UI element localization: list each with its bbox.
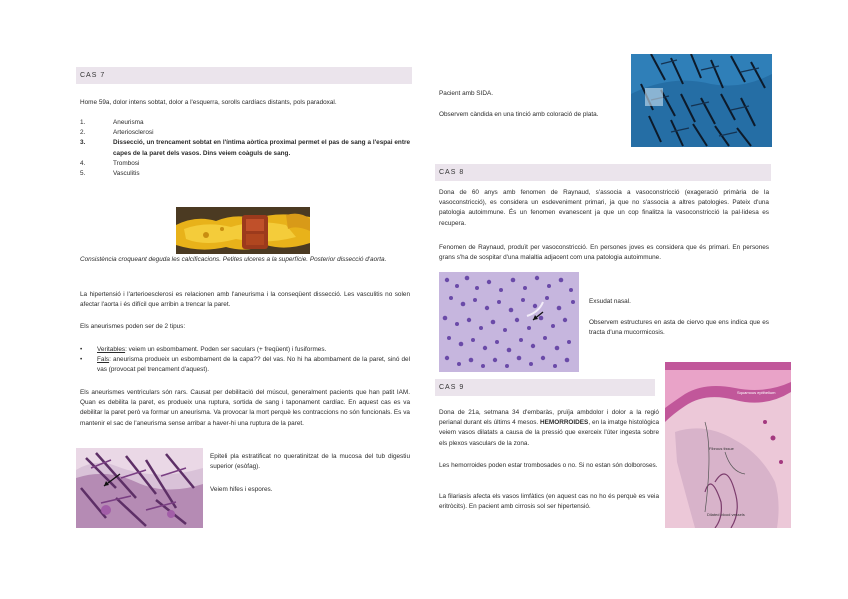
case-7-paragraph-2: Els aneurismes poden ser de 2 tipus:	[80, 323, 186, 330]
case-8-heading: CAS 8	[435, 164, 771, 181]
fibrous-tissue-label: Fibrous tissue	[709, 446, 734, 451]
case-7-option	[80, 128, 410, 138]
aneurysm-type-term: Veritables	[97, 346, 126, 353]
esophagus-description: Epiteli pla estratificat no queratinitzat de la mucosa del tub digestiu superior (esòfag).	[210, 453, 410, 471]
mucormycosis-text: Observem estructures en asta de ciervo que ens indica que es tracta d'una mucormicosis.	[589, 319, 769, 337]
aneurysm-type-description: : veiem un esbombament. Poden ser saculars (+ freqüent) i fusiformes.	[125, 346, 327, 353]
case-7-paragraph-3: Els aneurismes ventriculars són rars. Causat per debilitació del múscul, generalment pacients que han patit IAM. Quan es debilita la paret, es produeix una ruptura, sortida de sang i taponament cardíac. En aquest cas es va debilitar la paret però va formar un aneurisma. Va provocar la mort perquè les contraccions no són funcionals. Es va mantenir el sac de l'aneurisma sense arribar a haver-hi una ruptura de la paret.	[80, 389, 410, 427]
case-7-option	[80, 138, 410, 158]
dilated-vessels-label: Dilated blood vessels	[707, 512, 745, 517]
hyphae-description: Veiem hifes i espores.	[210, 486, 273, 493]
case-7-option	[80, 169, 410, 179]
option-number: 4.	[80, 159, 86, 167]
case-9-paragraph-2: Les hemorroides poden estar trombosades o no. Si no estan són dolboroses.	[439, 462, 658, 469]
aids-patient-text: Pacient amb SIDA.	[439, 90, 493, 97]
case-7-paragraph-1: La hipertensió i l'arterioesclerosi es relacionen amb l'aneurisma i la conseqüent dissecció. Les vasculitis no solen afectar l'aorta i és difícil que arribin a trencar la paret.	[80, 291, 410, 309]
option-text: Vasculitis	[113, 170, 140, 178]
aorta-dissection-photo	[176, 207, 310, 254]
case-7-option	[80, 118, 410, 128]
case-7-intro: Home 59a, dolor intens sobtat, dolor a l'esquerra, sorolls cardíacs distants, pols paradoxal.	[80, 99, 337, 106]
option-number: 3.	[80, 139, 86, 147]
aneurysm-types-list	[80, 345, 410, 376]
case-7-heading: CAS 7	[76, 67, 412, 84]
aneurysm-type-item	[80, 345, 410, 355]
nasal-exudate-label: Exsudat nasal.	[589, 298, 631, 305]
case-7-options	[80, 118, 410, 179]
nasal-exudate-photo	[439, 272, 579, 372]
candida-text: Observem càndida en una tinció amb coloració de plata.	[439, 111, 599, 118]
aneurysm-type-description: : aneurisma produeix un esbombament de la capa?? del vas. No hi ha abombament de la paret, sinó del vas (provocat pel trencament d'aquest).	[97, 356, 410, 374]
case-9-paragraph-1: Dona de 21a, setmana 34 d'embaràs, pruïja ambdolor i dolor a la regió perianal durant els últims 4 mesos. HEMORROIDES, en la imatge histològica veiem vasos dilatats a causa de la pressió que exerceix l'úter ingesta sobre els plexos vasculars de la zona.	[439, 409, 659, 447]
aneurysm-type-term: Fals	[97, 356, 110, 364]
option-number: 2.	[80, 129, 86, 137]
case-8-paragraph-1: Dona de 60 anys amb fenomen de Raynaud, s'associa a vasoconstricció (exageració primària de la vasoconstricció), es considera un esdeveniment primari, ja que no s'associa a altres patologies. Pateix d'una patologia autoimmune. És un fenomen evanescent ja que un cop finalitza la vasoconstricció la pal·lidesa es recupera.	[439, 189, 769, 227]
option-text: Dissecció, un trencament sobtat en l'íntima aòrtica proximal permet el pas de sang a l'espai entre capes de la paret dels vasos. Dins veiem coàguls de sang.	[113, 139, 410, 157]
case-9-heading: CAS 9	[435, 379, 655, 396]
option-number: 5.	[80, 170, 86, 178]
option-number: 1.	[80, 119, 86, 126]
aneurysm-type-text	[97, 355, 410, 375]
option-text: Trombosi	[113, 159, 140, 167]
esophagus-histology-photo	[76, 448, 203, 528]
option-text: Arteriosclerosi	[113, 129, 154, 137]
case-9-paragraph-3: La filariasis afecta els vasos limfàtics (en aquest cas no ho és perquè es veia eritròcits). En pacient amb cirrosis sol ser hipertensió.	[439, 493, 659, 511]
aneurysm-type-text	[97, 345, 410, 355]
case-8-paragraph-2: Fenomen de Raynaud, produït per vasoconstricció. En persones joves es considera que és primari. En persones grans s'ha de sospitar d'una malaltia adjacent com una patologia autoimmune.	[439, 244, 769, 262]
bullet-icon: •	[80, 346, 83, 353]
aneurysm-type-item	[80, 355, 410, 375]
candida-silver-stain-photo	[631, 54, 772, 147]
hemorrhoid-histology-photo	[665, 362, 791, 528]
bullet-icon: •	[80, 356, 83, 364]
squamous-epithelium-label: Squamous epithelium	[737, 390, 776, 395]
image-caption: Consistència croqueant deguda les calcificacions. Petites ulceres a la superfície. Posterior dissecció d'aorta.	[80, 256, 387, 263]
option-text: Aneurisma	[113, 119, 144, 126]
case-7-option	[80, 159, 410, 169]
